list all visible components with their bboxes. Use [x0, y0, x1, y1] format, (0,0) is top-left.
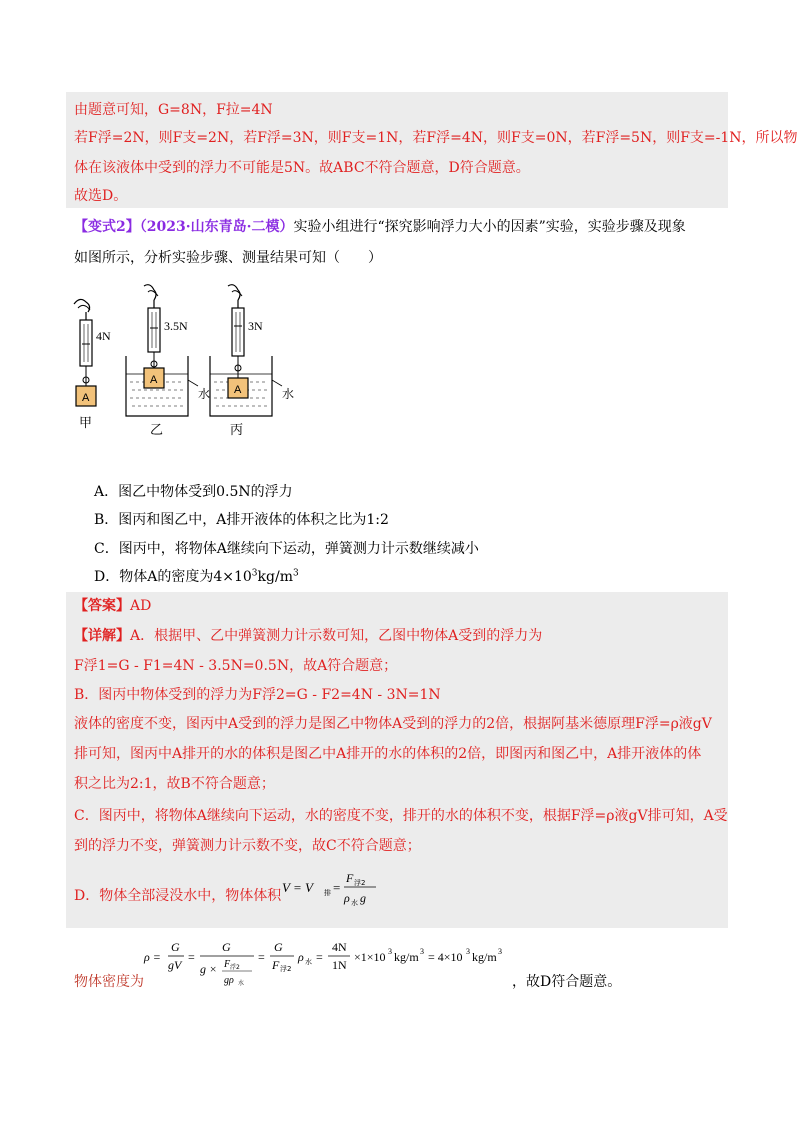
yi-reading: 3.5N — [164, 319, 188, 333]
explanation-a1: A．根据甲、乙中弹簧测力计示数可知，乙图中物体A受到的浮力为 — [130, 628, 543, 644]
option-a[interactable]: A．图乙中物体受到0.5N的浮力 — [94, 484, 293, 500]
svg-text:gρ: gρ — [224, 975, 234, 986]
label-jia: 甲 — [79, 416, 93, 431]
option-d-unit: kg/m — [257, 569, 293, 585]
jia-reading: 4N — [96, 329, 111, 343]
density-formula — [142, 936, 522, 992]
svg-text:F: F — [272, 958, 280, 972]
setup-jia — [74, 299, 96, 406]
svg-text:水: 水 — [238, 980, 245, 987]
svg-text:G: G — [171, 940, 180, 954]
svg-text:4N: 4N — [332, 940, 347, 954]
answer-label: 【答案】 — [74, 598, 130, 614]
option-d-unit-exp: 3 — [292, 568, 299, 579]
explanation-line-a1 — [74, 626, 542, 646]
volume-formula — [280, 864, 380, 912]
explanation-d1: D．物体全部浸没水中，物体体积 — [74, 888, 282, 904]
svg-text:浮2: 浮2 — [280, 965, 292, 973]
explanation-b2: 液体的密度不变，图丙中A受到的浮力是图乙中物体A受到的浮力的2倍，根据阿基米德原理F浮=ρ液gV — [74, 716, 712, 732]
svg-text:1N: 1N — [332, 958, 347, 972]
svg-text:ρ: ρ — [344, 891, 350, 905]
svg-text:3: 3 — [420, 947, 424, 956]
explanation-a2: F浮1=G - F1=4N - 3.5N=0.5N，故A符合题意； — [74, 658, 398, 674]
svg-text:3: 3 — [498, 947, 502, 956]
option-c[interactable]: C．图丙中，将物体A继续向下运动，弹簧测力计示数继续减小 — [94, 541, 479, 557]
explanation-c1: C．图丙中，将物体A继续向下运动，水的密度不变，排开的水的体积不变，根据F浮=ρ液gV排可知，A受 — [74, 808, 728, 824]
svg-text:F: F — [346, 871, 354, 885]
jia-block-label: A — [82, 392, 90, 404]
svg-text:g: g — [360, 891, 366, 905]
explanation-b3: 排可知，图丙中A排开的水的体积是图乙中A排开的水的体积的2倍，即图丙和图乙中，A排开液体的体 — [74, 746, 702, 762]
prev-solution-line-2: 若F浮=2N，则F支=2N，若F浮=3N，则F支=1N，若F浮=4N，则F支=0N，若F浮=5N，则F支=-1N，所以物 — [74, 130, 798, 146]
explanation-label: 【详解】 — [74, 628, 130, 644]
svg-text:G: G — [274, 940, 283, 954]
density-suffix: ，故D符合题意。 — [512, 974, 622, 990]
svg-text:水: 水 — [305, 958, 312, 966]
svg-text:= 4×10: = 4×10 — [428, 950, 463, 964]
question-tag: 【变式2】（2023·山东青岛·二模） — [74, 219, 294, 235]
svg-text:水: 水 — [351, 899, 358, 907]
svg-text:浮2: 浮2 — [230, 964, 240, 971]
svg-text:ρ: ρ — [298, 950, 304, 964]
prev-solution-line-3: 体在该液体中受到的浮力不可能是5N。故ABC不符合题意，D符合题意。 — [74, 160, 530, 176]
setup-yi — [126, 285, 198, 416]
svg-text:g ×: g × — [200, 962, 218, 976]
svg-text:=: = — [316, 950, 323, 964]
question-stem-1: 实验小组进行“探究影响浮力大小的因素”实验，实验步骤及现象 — [293, 219, 686, 235]
svg-text:gV: gV — [168, 958, 182, 972]
svg-text:=: = — [258, 950, 265, 964]
option-b[interactable]: B．图丙和图乙中，A排开液体的体积之比为1:2 — [94, 512, 389, 528]
svg-text:G: G — [222, 940, 231, 954]
prev-solution-line-1: 由题意可知，G=8N，F拉=4N — [74, 102, 273, 118]
svg-text:F: F — [224, 959, 231, 970]
yi-water-label: 水 — [198, 387, 211, 401]
option-d-text: D．物体A的密度为4×10 — [94, 569, 252, 585]
explanation-b1: B．图丙中物体受到的浮力为F浮2=G - F2=4N - 3N=1N — [74, 687, 441, 703]
label-bing: 丙 — [230, 423, 244, 438]
bing-reading: 3N — [248, 319, 263, 333]
label-yi: 乙 — [150, 423, 164, 438]
svg-text:排: 排 — [324, 889, 331, 897]
question-line-1 — [74, 217, 686, 237]
svg-text:浮2: 浮2 — [354, 879, 366, 887]
explanation-b4: 积之比为2:1，故B不符合题意； — [74, 776, 275, 792]
svg-text:=: = — [333, 880, 341, 895]
explanation-c2: 到的浮力不变，弹簧测力计示数不变，故C不符合题意； — [74, 838, 421, 854]
option-d-exp: 3 — [251, 568, 258, 579]
svg-text:ρ =: ρ = — [144, 950, 161, 964]
svg-text:kg/m: kg/m — [472, 950, 497, 964]
answer-value: AD — [130, 598, 152, 614]
bing-water-label: 水 — [282, 387, 295, 401]
svg-text:3: 3 — [466, 947, 470, 956]
answer-line — [74, 596, 151, 616]
question-stem-2: 如图所示，分析实验步骤、测量结果可知（ ） — [74, 250, 382, 266]
prev-solution-line-4: 故选D。 — [74, 188, 128, 204]
svg-text:=: = — [188, 950, 195, 964]
svg-text:V = V: V = V — [282, 880, 313, 895]
experiment-figure — [70, 282, 370, 452]
setup-bing — [210, 285, 282, 416]
svg-text:kg/m: kg/m — [394, 950, 419, 964]
density-prefix: 物体密度为 — [74, 974, 144, 990]
yi-block-label: A — [150, 374, 158, 386]
svg-text:3: 3 — [388, 947, 392, 956]
svg-text:×1×10: ×1×10 — [354, 950, 386, 964]
bing-block-label: A — [234, 384, 242, 396]
option-d[interactable] — [94, 566, 299, 586]
